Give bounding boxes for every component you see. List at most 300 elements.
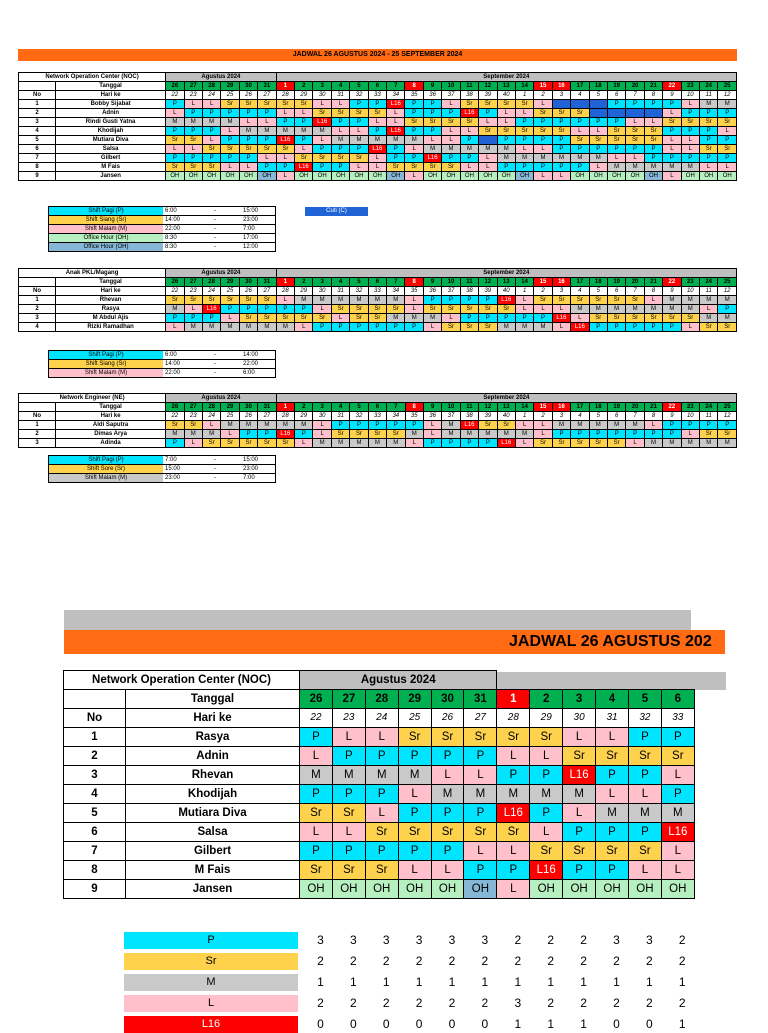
date-cell: 5	[350, 278, 368, 287]
shift-cell: L	[166, 109, 184, 118]
hari-ke-cell: 10	[681, 412, 699, 421]
hari-ke-cell: 24	[202, 91, 220, 100]
hari-ke-cell: 28	[276, 287, 294, 296]
date-cell: 4	[331, 403, 349, 412]
legend-end: 15:00	[241, 456, 276, 465]
shift-cell: Sr	[479, 100, 497, 109]
noc-schedule-table	[18, 72, 737, 181]
date-cell: 2	[530, 690, 563, 709]
shift-cell: P	[571, 145, 589, 154]
shift-cell: Sr	[350, 109, 368, 118]
count-cell: 2	[382, 954, 390, 968]
shift-cell: M	[423, 145, 441, 154]
date-cell: 3	[313, 278, 331, 287]
hari-ke-cell: 27	[258, 412, 276, 421]
shift-cell: Sr	[552, 439, 570, 448]
shift-cell: Sr	[368, 109, 386, 118]
shift-cell: L	[442, 314, 460, 323]
shift-cell: P	[368, 127, 386, 136]
shift-cell: Sr	[300, 804, 333, 823]
shift-cell: M	[276, 421, 294, 430]
date-cell: 17	[571, 278, 589, 287]
cuti-legend: Cuti (C)	[305, 207, 368, 216]
shift-cell: L16	[497, 804, 530, 823]
shift-cell: M	[313, 127, 331, 136]
shift-cell: OH	[300, 880, 333, 899]
shift-cell: L	[628, 861, 661, 880]
table-row	[19, 439, 737, 448]
shift-cell: P	[718, 421, 737, 430]
schedule-title: JADWAL 26 AGUSTUS 2024 - 25 SEPTEMBER 2024	[18, 49, 737, 61]
shift-cell: P	[166, 439, 184, 448]
section-header: Network Operation Center (NOC)	[64, 671, 300, 690]
shift-cell: L	[530, 823, 563, 842]
shift-cell: P	[497, 136, 515, 145]
legend-label: Shift Pagi (P)	[49, 351, 164, 360]
date-cell: 28	[365, 690, 398, 709]
shift-cell: P	[718, 109, 737, 118]
shift-cell: Sr	[295, 100, 313, 109]
shift-cell: P	[628, 728, 661, 747]
shift-cell: L	[431, 861, 464, 880]
shift-cell: Sr	[405, 163, 423, 172]
count-cell: 2	[613, 954, 620, 968]
legend-dash: -	[212, 234, 241, 243]
table-row	[19, 145, 737, 154]
tanggal-label: Tanggal	[56, 82, 166, 91]
shift-cell: Sr	[313, 109, 331, 118]
date-cell: 16	[552, 403, 570, 412]
shift-cell: L	[534, 145, 552, 154]
count-cell: 0	[646, 1017, 653, 1031]
shift-cell: L16	[295, 163, 313, 172]
shift-cell: OH	[644, 172, 662, 181]
shift-cell: Sr	[626, 136, 644, 145]
table-row	[19, 172, 737, 181]
shift-cell: P	[350, 145, 368, 154]
shift-cell: OH	[350, 172, 368, 181]
hari-ke-cell: 30	[313, 91, 331, 100]
shift-cell: P	[663, 430, 681, 439]
count-values	[304, 932, 699, 949]
shift-cell: M	[258, 127, 276, 136]
date-cell: 2	[295, 403, 313, 412]
count-cell: 2	[481, 954, 489, 968]
hari-ke-cell: 2	[534, 412, 552, 421]
shift-cell: P	[534, 118, 552, 127]
shift-cell: Sr	[331, 305, 349, 314]
shift-cell: Sr	[552, 296, 570, 305]
row-no: 7	[64, 842, 126, 861]
shift-cell: OH	[387, 172, 405, 181]
shift-cell: P	[184, 314, 202, 323]
no-label: No	[19, 412, 56, 421]
shift-cell: Sr	[596, 842, 629, 861]
shift-cell: M	[331, 136, 349, 145]
shift-cell: P	[202, 127, 220, 136]
shift-cell: M	[681, 439, 699, 448]
shift-cell: Sr	[166, 163, 184, 172]
date-cell: 26	[166, 82, 184, 91]
shift-cell: P	[563, 861, 596, 880]
date-cell: 12	[479, 82, 497, 91]
hari-ke-cell: 31	[596, 709, 629, 728]
staff-name: Dimas Arya	[56, 430, 166, 439]
count-cell: 2	[547, 954, 555, 968]
shift-cell: L16	[530, 861, 563, 880]
shift-cell: OH	[332, 880, 365, 899]
table-row	[64, 785, 695, 804]
shift-cell: M	[663, 439, 681, 448]
shift-cell: P	[239, 109, 257, 118]
date-cell: 11	[460, 82, 478, 91]
legend-dash: -	[212, 207, 241, 216]
shift-cell: P	[184, 109, 202, 118]
legend-dash: -	[212, 351, 241, 360]
hari-ke-cell: 7	[626, 91, 644, 100]
shift-cell: P	[497, 163, 515, 172]
shift-cell: P	[607, 118, 625, 127]
hari-ke-cell: 3	[552, 412, 570, 421]
date-cell: 28	[202, 82, 220, 91]
shift-cell: P	[423, 109, 441, 118]
row-no: 3	[64, 766, 126, 785]
date-cell: 17	[571, 82, 589, 91]
shift-cell: L	[628, 785, 661, 804]
shift-cell: M	[479, 145, 497, 154]
shift-cell: Sr	[398, 728, 431, 747]
shift-cell: Sr	[718, 145, 737, 154]
count-cell: 3	[481, 933, 489, 947]
staff-name: Mutiara Diva	[56, 136, 166, 145]
shift-cell: M	[571, 421, 589, 430]
pkl-schedule-table	[18, 268, 737, 332]
date-cell: 27	[332, 690, 365, 709]
shift-cell: M	[221, 323, 239, 332]
hari-ke-cell: 28	[497, 709, 530, 728]
hari-ke-cell: 1	[515, 412, 533, 421]
count-label: L	[124, 995, 298, 1012]
count-cell: 2	[646, 996, 653, 1010]
legend-end: 15:00	[241, 207, 276, 216]
shift-cell: P	[295, 305, 313, 314]
hari-ke-cell: 22	[166, 91, 184, 100]
date-cell: 14	[515, 403, 533, 412]
date-cell: 13	[497, 403, 515, 412]
shift-cell: P	[552, 430, 570, 439]
shift-cell: P	[331, 145, 349, 154]
count-cell: 3	[382, 933, 390, 947]
count-cell: 3	[317, 933, 324, 947]
count-cell: 3	[448, 933, 456, 947]
shift-cell: P	[300, 785, 333, 804]
shift-cell: Sr	[589, 314, 607, 323]
shift-cell: M	[442, 430, 460, 439]
shift-cell: M	[571, 154, 589, 163]
shift-cell: M	[661, 804, 694, 823]
shift-cell: OH	[331, 172, 349, 181]
shift-cell: P	[368, 100, 386, 109]
shift-cell: L	[515, 109, 533, 118]
hari-ke-cell: 23	[184, 412, 202, 421]
shift-cell: L	[515, 296, 533, 305]
zoom-title: JADWAL 26 AGUSTUS 202	[509, 633, 712, 650]
count-cell: 0	[349, 1017, 357, 1031]
shift-cell: OH	[258, 172, 276, 181]
shift-cell: P	[332, 747, 365, 766]
hari-ke-cell: 30	[313, 412, 331, 421]
shift-cell: P	[626, 430, 644, 439]
shift-cell: Sr	[423, 305, 441, 314]
date-cell: 1	[276, 403, 294, 412]
section-header: Network Engineer (NE)	[19, 394, 166, 403]
date-cell: 19	[607, 82, 625, 91]
shift-cell: Sr	[239, 439, 257, 448]
shift-cell: P	[239, 305, 257, 314]
shift-cell: P	[184, 127, 202, 136]
table-row	[64, 728, 695, 747]
count-cell: 2	[481, 996, 489, 1010]
hari-ke-cell: 40	[497, 287, 515, 296]
hari-ke-cell: 37	[442, 412, 460, 421]
shift-cell: L	[331, 127, 349, 136]
date-cell: 29	[398, 690, 431, 709]
shift-cell: L	[350, 163, 368, 172]
shift-cell: P	[596, 861, 629, 880]
count-cell: 1	[481, 975, 489, 989]
shift-cell: P	[607, 323, 625, 332]
shift-cell: Sr	[350, 430, 368, 439]
shift-cell: L16	[661, 823, 694, 842]
shift-cell: Sr	[331, 430, 349, 439]
no-label: No	[19, 287, 56, 296]
shift-cell: L	[534, 305, 552, 314]
shift-cell: Sr	[431, 823, 464, 842]
date-cell: 30	[431, 690, 464, 709]
legend-label: Shift Malam (M)	[49, 369, 164, 378]
shift-cell: L	[515, 421, 533, 430]
date-cell: 30	[239, 403, 257, 412]
shift-cell: Sr	[700, 430, 718, 439]
shift-cell: P	[628, 766, 661, 785]
shift-cell: P	[718, 136, 737, 145]
shift-cell: L	[313, 305, 331, 314]
shift-cell: M	[718, 314, 737, 323]
shift-cell: L	[607, 154, 625, 163]
legend-label: Shift Sore (Sr)	[49, 465, 164, 474]
hari-ke-cell: 22	[300, 709, 333, 728]
shift-cell: P	[221, 109, 239, 118]
shift-cell: L	[387, 118, 405, 127]
shift-cell: P	[589, 118, 607, 127]
hari-ke-cell: 4	[571, 287, 589, 296]
shift-cell: Sr	[365, 823, 398, 842]
shift-cell: P	[644, 145, 662, 154]
shift-cell: Sr	[368, 314, 386, 323]
date-cell: 4	[331, 82, 349, 91]
staff-name: Rindi Gusti Yatna	[56, 118, 166, 127]
row-no: 7	[19, 154, 56, 163]
shift-cell: P	[405, 323, 423, 332]
hari-ke-cell: 38	[460, 91, 478, 100]
hari-ke-cell: 32	[350, 412, 368, 421]
shift-cell: Sr	[589, 296, 607, 305]
shift-cell: L	[258, 118, 276, 127]
shift-cell: M	[295, 421, 313, 430]
shift-cell: L	[552, 323, 570, 332]
shift-cell: P	[644, 430, 662, 439]
shift-cell: P	[515, 163, 533, 172]
shift-cell: Sr	[387, 305, 405, 314]
hari-ke-cell: 37	[442, 91, 460, 100]
legend-start: 22:00	[163, 369, 212, 378]
date-cell: 6	[661, 690, 694, 709]
shift-cell: OH	[202, 172, 220, 181]
shift-cell: M	[239, 323, 257, 332]
date-cell: 21	[644, 278, 662, 287]
count-cell: 2	[448, 954, 456, 968]
shift-cell: OH	[563, 880, 596, 899]
shift-cell: M	[515, 323, 533, 332]
table-row	[19, 421, 737, 430]
count-cell: 1	[415, 975, 423, 989]
count-cell: 2	[547, 996, 555, 1010]
shift-cell: L	[530, 747, 563, 766]
hari-ke-cell: 8	[644, 412, 662, 421]
row-no: 2	[64, 747, 126, 766]
date-cell: 31	[258, 278, 276, 287]
date-cell: 4	[331, 278, 349, 287]
date-cell: 21	[644, 403, 662, 412]
shift-cell: M	[423, 314, 441, 323]
hari-ke-cell: 10	[681, 91, 699, 100]
date-cell: 6	[368, 278, 386, 287]
shift-cell: L	[221, 127, 239, 136]
shift-cell: M	[350, 136, 368, 145]
count-cell: 0	[448, 1017, 456, 1031]
shift-cell: L	[332, 823, 365, 842]
shift-cell: OH	[661, 880, 694, 899]
date-cell: 12	[479, 278, 497, 287]
shift-cell: M	[387, 314, 405, 323]
shift-cell: M	[607, 421, 625, 430]
shift-cell: OH	[626, 172, 644, 181]
date-cell: 22	[663, 403, 681, 412]
legend-start: 6:00	[163, 207, 212, 216]
shift-cell: M	[368, 136, 386, 145]
shift-cell	[589, 109, 607, 118]
shift-cell: Sr	[166, 136, 184, 145]
date-cell: 14	[515, 82, 533, 91]
shift-cell: P	[460, 154, 478, 163]
shift-cell: P	[313, 163, 331, 172]
staff-name: Khodijah	[56, 127, 166, 136]
shift-cell: M	[276, 323, 294, 332]
staff-name: Mutiara Diva	[126, 804, 300, 823]
date-cell: 3	[313, 403, 331, 412]
count-cell: 2	[514, 933, 522, 947]
shift-cell: Sr	[258, 439, 276, 448]
shift-cell: P	[221, 305, 239, 314]
shift-cell: OH	[571, 172, 589, 181]
shift-cell: M	[166, 118, 184, 127]
count-cell: 2	[580, 933, 587, 947]
shift-cell: P	[628, 823, 661, 842]
shift-cell: Sr	[589, 439, 607, 448]
table-row	[19, 118, 737, 127]
hari-ke-cell: 26	[239, 287, 257, 296]
shift-cell: M	[718, 100, 737, 109]
date-cell: 28	[202, 403, 220, 412]
shift-cell: P	[300, 842, 333, 861]
legend-end: 23:00	[241, 465, 276, 474]
legend-end: 7:00	[241, 225, 276, 234]
shift-cell: L	[423, 323, 441, 332]
shift-cell: M	[202, 118, 220, 127]
shift-cell: L16	[313, 118, 331, 127]
shift-cell: M	[626, 163, 644, 172]
shift-cell: Sr	[202, 296, 220, 305]
shift-cell: P	[479, 296, 497, 305]
legend-dash: -	[212, 456, 241, 465]
ne-schedule-table	[18, 393, 737, 448]
shift-cell: P	[423, 127, 441, 136]
shift-cell: Sr	[681, 118, 699, 127]
shift-cell: OH	[166, 172, 184, 181]
shift-cell: Sr	[497, 100, 515, 109]
legend-start: 14:00	[163, 216, 212, 225]
shift-cell: M	[276, 127, 294, 136]
shift-cell: P	[258, 163, 276, 172]
shift-cell: Sr	[534, 296, 552, 305]
count-values	[304, 995, 699, 1012]
shift-cell: Sr	[258, 296, 276, 305]
count-cell: 0	[481, 1017, 489, 1031]
date-cell: 10	[442, 278, 460, 287]
shift-cell: Sr	[405, 118, 423, 127]
hari-ke-cell: 25	[221, 287, 239, 296]
legend-start: 6:00	[163, 351, 212, 360]
shift-cell: Sr	[596, 747, 629, 766]
shift-cell: L	[368, 118, 386, 127]
shift-cell: Sr	[258, 314, 276, 323]
shift-cell: M	[628, 804, 661, 823]
date-cell: 13	[497, 278, 515, 287]
shift-cell: Sr	[607, 127, 625, 136]
table-row	[64, 861, 695, 880]
date-cell: 22	[663, 278, 681, 287]
shift-cell: M	[295, 296, 313, 305]
count-cell: 0	[317, 1017, 324, 1031]
table-row	[64, 842, 695, 861]
shift-cell: M	[607, 305, 625, 314]
shift-cell: P	[166, 127, 184, 136]
shift-cell: Sr	[460, 323, 478, 332]
shift-cell: L	[479, 118, 497, 127]
shift-cell: P	[644, 323, 662, 332]
date-cell: 7	[387, 82, 405, 91]
hari-ke-cell: 31	[331, 287, 349, 296]
shift-cell: M	[405, 136, 423, 145]
shift-cell: L	[589, 127, 607, 136]
shift-cell: Sr	[442, 323, 460, 332]
shift-cell: L	[479, 163, 497, 172]
shift-cell: L	[663, 172, 681, 181]
date-cell: 27	[184, 403, 202, 412]
hari-ke-cell: 39	[479, 287, 497, 296]
hari-ke-cell: 32	[628, 709, 661, 728]
hari-ke-cell: 35	[405, 412, 423, 421]
